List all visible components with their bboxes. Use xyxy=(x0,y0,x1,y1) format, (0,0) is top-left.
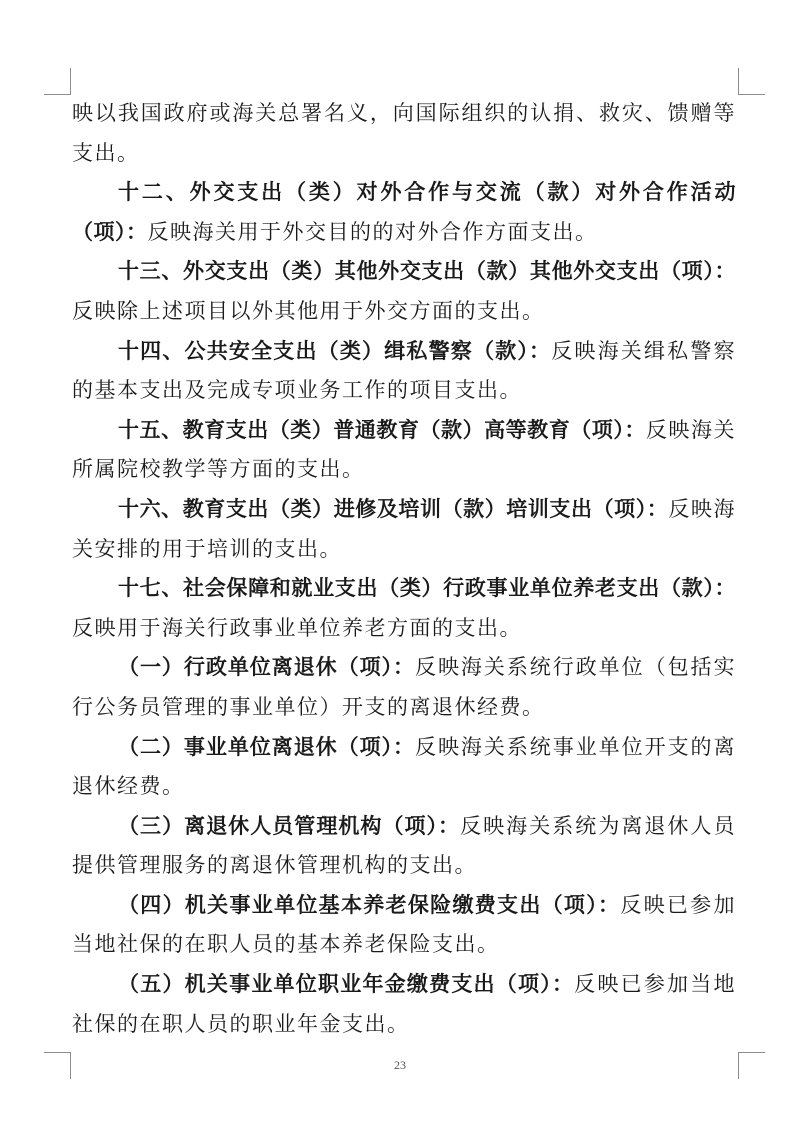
paragraph xyxy=(72,728,736,807)
paragraph xyxy=(72,965,736,1044)
paragraph xyxy=(72,490,736,569)
paragraph xyxy=(72,173,736,252)
paragraph-body: 反映海关缉私警察的基本支出及完成专项业务工作的项目支出。 xyxy=(72,338,736,403)
paragraph-body: 反映除上述项目以外其他用于外交方面的支出。 xyxy=(72,298,545,323)
paragraph-heading: （四）机关事业单位基本养老保险缴费支出（项）： xyxy=(118,892,621,917)
paragraph-body: 反映海关系统事业单位开支的离退休经费。 xyxy=(72,734,737,799)
paragraph xyxy=(72,94,736,173)
paragraph xyxy=(72,648,736,727)
paragraph-body: 反映海关用于外交目的的对外合作方面支出。 xyxy=(147,219,598,244)
paragraph-heading: 十二、外交支出（类）对外合作与交流（款）对外合作活动（项）： xyxy=(72,180,736,244)
page-number: 23 xyxy=(394,1058,406,1072)
paragraph-heading: （二）事业单位离退休（项）： xyxy=(118,734,415,759)
paragraph-body: 反映海关安排的用于培训的支出。 xyxy=(72,496,737,561)
paragraph-heading: （一）行政单位离退休（项）： xyxy=(118,655,415,680)
document-body xyxy=(72,94,736,1044)
crop-mark-top-left xyxy=(44,68,71,95)
paragraph-heading: 十五、教育支出（类）普通教育（款）高等教育（项）： xyxy=(118,417,646,442)
paragraph-heading: （三）离退休人员管理机构（项）： xyxy=(118,813,461,838)
paragraph xyxy=(72,332,736,411)
paragraph xyxy=(72,807,736,886)
paragraph-body: 映以我国政府或海关总署名义，向国际组织的认捐、救灾、馈赠等支出。 xyxy=(72,101,736,165)
paragraph xyxy=(72,252,736,331)
crop-mark-top-right xyxy=(738,68,765,95)
paragraph-body: 反映已参加当地社保的在职人员的基本养老保险支出。 xyxy=(72,892,737,957)
paragraph-body: 反映海关系统为离退休人员提供管理服务的离退休管理机构的支出。 xyxy=(72,813,737,878)
paragraph-heading: 十三、外交支出（类）其他外交支出（款）其他外交支出（项）： xyxy=(118,259,736,284)
paragraph xyxy=(72,569,736,648)
paragraph xyxy=(72,886,736,965)
paragraph-body: 反映已参加当地社保的在职人员的职业年金支出。 xyxy=(72,972,737,1036)
paragraph xyxy=(72,411,736,490)
paragraph-body: 反映海关系统行政单位（包括实行公务员管理的事业单位）开支的离退休经费。 xyxy=(72,655,737,719)
paragraph-body: 反映海关所属院校教学等方面的支出。 xyxy=(72,417,736,482)
paragraph-heading: （五）机关事业单位职业年金缴费支出（项）： xyxy=(118,972,575,997)
paragraph-heading: 十六、教育支出（类）进修及培训（款）培训支出（项）： xyxy=(118,496,669,521)
paragraph-heading: 十四、公共安全支出（类）缉私警察（款）： xyxy=(118,338,552,363)
paragraph-body: 反映用于海关行政事业单位养老方面的支出。 xyxy=(72,615,522,640)
paragraph-heading: 十七、社会保障和就业支出（类）行政事业单位养老支出（款）： xyxy=(118,576,736,601)
